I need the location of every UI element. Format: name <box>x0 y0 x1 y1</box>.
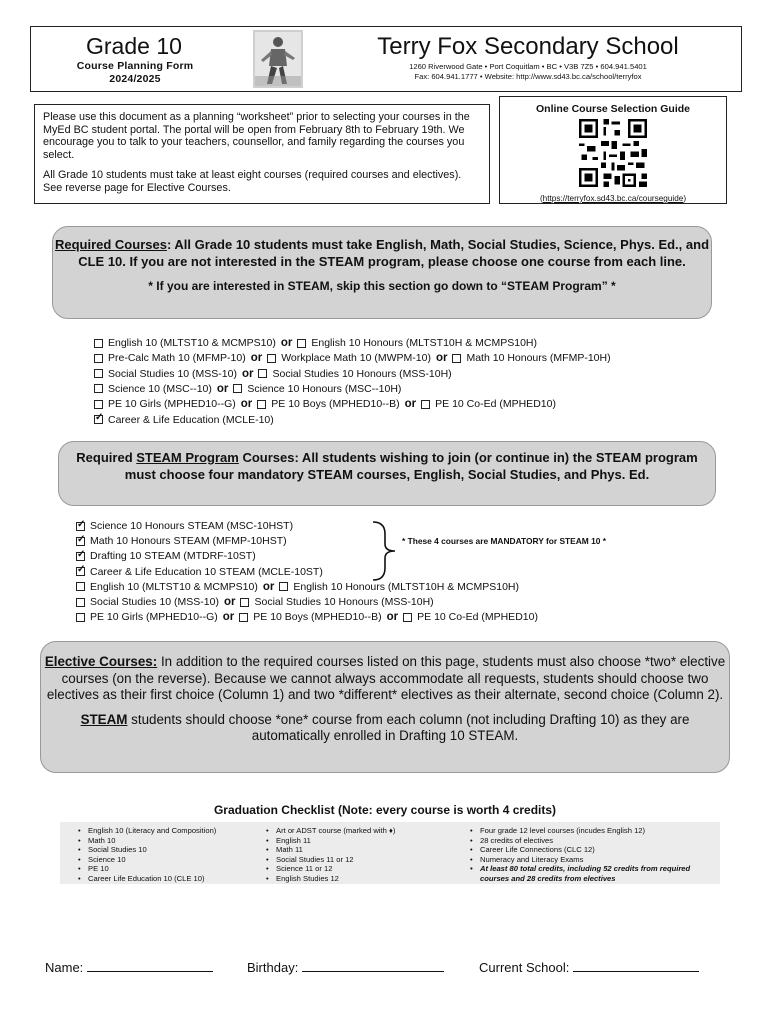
course-guide-box <box>499 96 727 204</box>
course-option[interactable] <box>76 611 218 623</box>
course-label: Social Studies 10 Honours (MSS-10H) <box>254 596 434 608</box>
or-label: or <box>280 337 293 349</box>
course-label: PE 10 Co-Ed (MPHED10) <box>417 611 538 624</box>
course-checkbox[interactable] <box>76 522 85 531</box>
course-option[interactable] <box>94 368 237 380</box>
terry-fox-photo-icon <box>253 30 303 88</box>
or-label: or <box>250 352 263 365</box>
intro-box <box>34 104 490 204</box>
elective-text-2: students should choose *one* course from each column (not including Drafting 10) as they are automatically enrolled in Drafting 10 STEAM. <box>127 711 690 743</box>
or-label: or <box>241 367 254 380</box>
course-checkbox[interactable] <box>94 354 103 363</box>
course-checkbox[interactable] <box>94 369 103 378</box>
course-checkbox[interactable] <box>403 613 412 622</box>
course-label: PE 10 Boys (MPHED10--B) <box>253 611 382 624</box>
course-option[interactable] <box>94 337 276 349</box>
checklist-column-2 <box>264 826 395 884</box>
qr-code-icon[interactable] <box>576 119 650 187</box>
or-label: or <box>222 611 235 624</box>
checklist-item: • Career Life Connections (CLC 12) <box>480 845 720 855</box>
course-option[interactable] <box>76 581 258 593</box>
course-option[interactable] <box>240 596 433 608</box>
steam-course-row <box>76 596 434 608</box>
school-address: 1260 Riverwood Gate • Port Coquitlam • BC • V3B 7Z5 • 604.941.5401 <box>409 62 647 71</box>
checklist-item: • Science 10 <box>88 855 216 865</box>
course-label: English 10 (MLTST10 & MCMPS10) <box>90 580 258 593</box>
course-label: PE 10 Co-Ed (MPHED10) <box>435 398 556 411</box>
right-brace-icon <box>371 520 397 582</box>
course-label: Science 10 Honours (MSC--10H) <box>247 382 402 395</box>
current-school-blank[interactable] <box>573 959 699 972</box>
course-label: Career & Life Education (MCLE-10) <box>108 413 274 426</box>
required-course-row <box>94 383 401 395</box>
graduation-checklist <box>60 822 720 884</box>
url-close-paren: ) <box>683 194 687 203</box>
required-heading <box>53 236 711 270</box>
steam-heading-label: STEAM Program <box>136 450 239 465</box>
course-checkbox[interactable] <box>258 369 267 378</box>
steam-course-row <box>76 611 538 623</box>
required-course-row <box>94 414 274 426</box>
course-label: Science 10 Honours STEAM (MSC-10HST) <box>90 520 294 532</box>
steam-course-row <box>76 581 519 593</box>
checklist-column-1 <box>76 826 216 884</box>
checklist-item: • English 10 (Literacy and Composition) <box>88 826 216 836</box>
course-option[interactable] <box>279 581 519 593</box>
course-checkbox[interactable] <box>94 384 103 393</box>
grade-title: Grade 10 <box>86 33 182 59</box>
name-field[interactable] <box>45 959 213 975</box>
course-option[interactable] <box>94 414 274 426</box>
graduation-checklist-title: Graduation Checklist (Note: every course is worth 4 credits) <box>213 803 557 817</box>
course-checkbox[interactable] <box>233 384 242 393</box>
or-label: or <box>386 611 399 624</box>
course-checkbox[interactable] <box>76 552 85 561</box>
course-checkbox[interactable] <box>94 339 103 348</box>
course-checkbox[interactable] <box>76 582 85 591</box>
checklist-item: • Science 11 or 12 <box>276 864 395 874</box>
required-heading-label: Required Courses <box>54 237 167 252</box>
course-checkbox[interactable] <box>257 400 266 409</box>
course-option[interactable] <box>421 398 556 410</box>
steam-course-row <box>76 566 323 578</box>
course-label: Drafting 10 STEAM (MTDRF-10ST) <box>90 550 256 563</box>
course-checkbox[interactable] <box>239 613 248 622</box>
elective-paragraph-1 <box>41 654 729 704</box>
checklist-credit-requirement: • At least 80 total credits, including 52 credits from required courses and 28 credits from electives <box>480 864 720 883</box>
checklist-item: • Art or ADST course (marked with ♦) <box>276 826 395 836</box>
birthday-field[interactable] <box>247 959 444 975</box>
course-label: Math 10 Honours STEAM (MFMP-10HST) <box>90 535 287 548</box>
birthday-label: Birthday: <box>247 960 299 975</box>
or-label: or <box>404 398 417 411</box>
course-checkbox[interactable] <box>76 613 85 622</box>
steam-courses-panel <box>58 441 716 506</box>
course-label: Pre-Calc Math 10 (MFMP-10) <box>108 352 246 365</box>
course-label: PE 10 Boys (MPHED10--B) <box>271 398 400 411</box>
elective-paragraph-2 <box>41 712 729 745</box>
course-label: PE 10 Girls (MPHED10--G) <box>90 611 218 624</box>
or-label: or <box>223 596 236 608</box>
or-label: or <box>240 398 253 411</box>
course-checkbox[interactable] <box>94 400 103 409</box>
course-checkbox[interactable] <box>76 537 85 546</box>
steam-mandatory-note: * These 4 courses are MANDATORY for STEAM 10 * <box>402 536 607 546</box>
course-option[interactable] <box>297 337 537 349</box>
course-option[interactable] <box>94 352 246 364</box>
course-checkbox[interactable] <box>76 567 85 576</box>
checklist-item: • Numeracy and Literacy Exams <box>480 855 720 865</box>
current-school-label: Current School: <box>479 960 570 975</box>
course-label: English 10 (MLTST10 & MCMPS10) <box>108 337 276 349</box>
school-contact: Fax: 604.941.1777 • Website: http://www.sd43.bc.ca/school/terryfox <box>414 72 642 81</box>
required-heading-text: : All Grade 10 students must take English, Math, Social Studies, Science, Phys. Ed., and CLE 10. If you are not interested in the STEAM program, please choose one course from each line. <box>78 237 710 269</box>
course-label: Social Studies 10 (MSS-10) <box>90 596 219 608</box>
required-course-row <box>94 337 537 349</box>
course-guide-link[interactable] <box>500 194 726 203</box>
elective-text-1: In addition to the required courses listed on this page, students must also choose *two* elective courses (on the reverse). Because we cannot always accommodate all requests, students should choose two electives as their first choice (Column 1) and two *different* electives as their alternate, second choice (Column 2). <box>46 654 726 702</box>
course-option[interactable] <box>257 398 399 410</box>
steam-skip-note: * If you are interested in STEAM, skip this section go down to “STEAM Program” * <box>148 279 616 293</box>
checklist-column-3 <box>468 826 720 884</box>
course-label: Social Studies 10 (MSS-10) <box>108 367 237 380</box>
checklist-item: • Math 10 <box>88 836 216 846</box>
course-checkbox[interactable] <box>267 354 276 363</box>
course-checkbox[interactable] <box>452 354 461 363</box>
school-year: 2024/2025 <box>109 73 161 85</box>
course-label: English 10 Honours (MLTST10H & MCMPS10H) <box>311 337 538 349</box>
course-guide-url[interactable]: https://terryfox.sd43.bc.ca/courseguide <box>542 194 684 203</box>
checklist-item: • Four grade 12 level courses (incudes English 12) <box>480 826 720 836</box>
course-checkbox[interactable] <box>240 598 249 607</box>
course-option[interactable] <box>267 352 431 364</box>
checklist-item: • Math 11 <box>276 845 395 855</box>
course-checkbox[interactable] <box>279 582 288 591</box>
required-courses-panel <box>52 226 712 319</box>
course-option[interactable] <box>239 611 381 623</box>
name-blank[interactable] <box>87 959 213 972</box>
course-label: Career & Life Education 10 STEAM (MCLE-10ST) <box>90 565 323 578</box>
course-option[interactable] <box>403 611 538 623</box>
checklist-item: • 28 credits of electives <box>480 836 720 846</box>
course-option[interactable] <box>76 596 219 608</box>
course-option[interactable] <box>94 398 236 410</box>
course-label: PE 10 Girls (MPHED10--G) <box>108 398 236 411</box>
elective-heading: Elective Courses: <box>44 654 158 669</box>
course-label: Science 10 (MSC--10) <box>108 382 212 395</box>
checklist-item: • Social Studies 10 <box>88 845 216 855</box>
elective-steam-label: STEAM <box>80 711 128 727</box>
header-box <box>30 26 742 92</box>
course-checkbox[interactable] <box>76 598 85 607</box>
course-option[interactable] <box>76 520 293 532</box>
birthday-blank[interactable] <box>302 959 444 972</box>
url-open-paren: ( <box>539 194 543 203</box>
course-checkbox[interactable] <box>297 339 306 348</box>
intro-paragraph-2: All Grade 10 students must take at least eight courses (required courses and electives). See reverse page for Elective Courses. <box>43 169 462 194</box>
elective-courses-panel <box>40 641 730 773</box>
checklist-item: • PE 10 <box>88 864 216 874</box>
steam-course-row <box>76 550 256 562</box>
steam-heading-text: Courses: All students wishing to join (or continue in) the STEAM program must choose four mandatory STEAM courses, English, Social Studies, and Phys. Ed. <box>124 450 698 482</box>
or-label: or <box>216 382 229 395</box>
course-guide-title: Online Course Selection Guide <box>535 103 691 115</box>
course-label: Social Studies 10 Honours (MSS-10H) <box>272 367 452 380</box>
course-option[interactable] <box>233 383 401 395</box>
course-checkbox[interactable] <box>94 415 103 424</box>
steam-heading-prefix: Required <box>76 450 137 465</box>
name-label: Name: <box>45 960 84 975</box>
course-option[interactable] <box>94 383 212 395</box>
checklist-item: • English Studies 12 <box>276 874 395 884</box>
form-title: Course Planning Form <box>76 60 194 72</box>
course-option[interactable] <box>452 352 610 364</box>
course-label: Workplace Math 10 (MWPM-10) <box>281 352 431 365</box>
steam-course-row <box>76 520 293 532</box>
intro-paragraph-1: Please use this document as a planning “worksheet” prior to selecting your courses in the MyEd BC student portal. The portal will be open from February 8th to February 19th. We encourage you to talk to your teachers, counsellor, and family regarding the courses you select. <box>43 111 470 161</box>
checklist-item: • Career Life Education 10 (CLE 10) <box>88 874 216 884</box>
checklist-item: • Social Studies 11 or 12 <box>276 855 395 865</box>
required-course-row <box>94 398 556 410</box>
required-course-row <box>94 352 611 364</box>
steam-course-row <box>76 535 287 547</box>
course-option[interactable] <box>258 368 451 380</box>
course-label: English 10 Honours (MLTST10H & MCMPS10H) <box>293 580 520 593</box>
checklist-item: • English 11 <box>276 836 395 846</box>
course-option[interactable] <box>76 566 323 578</box>
course-option[interactable] <box>76 535 287 547</box>
current-school-field[interactable] <box>479 959 699 975</box>
or-label: or <box>262 580 275 593</box>
course-checkbox[interactable] <box>421 400 430 409</box>
or-label: or <box>435 352 448 365</box>
required-course-row <box>94 368 452 380</box>
course-label: Math 10 Honours (MFMP-10H) <box>466 352 611 365</box>
school-name: Terry Fox Secondary School <box>377 33 679 60</box>
course-option[interactable] <box>76 550 256 562</box>
